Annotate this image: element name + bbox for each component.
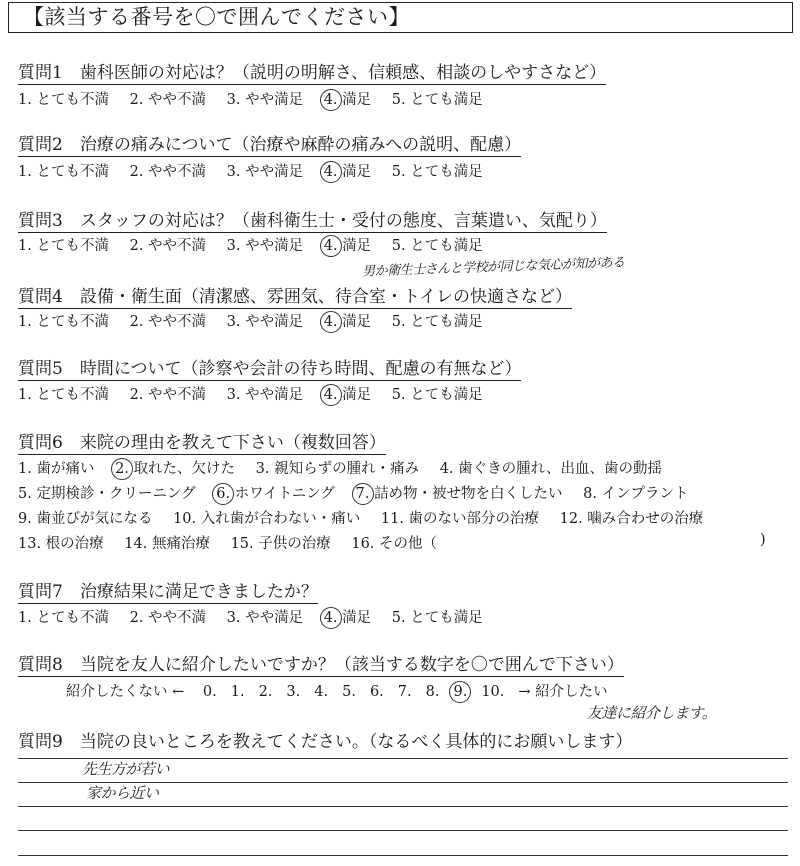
option-4-circled[interactable]: 4.	[323, 314, 338, 330]
question-6-row-2	[18, 482, 689, 503]
option-4-label: 満足	[342, 387, 372, 403]
option-1[interactable]: 1. とても不満	[18, 387, 109, 403]
question-4-options	[18, 310, 483, 331]
question-5	[18, 354, 521, 381]
option-3[interactable]: 3. やや満足	[226, 610, 304, 626]
option-3[interactable]: 3. やや満足	[226, 314, 304, 330]
option-2[interactable]: 2. やや不満	[129, 387, 207, 403]
reason-2-label: 取れた、欠けた	[133, 461, 236, 477]
question-7-label: 質問7 治療結果に満足できましたか？	[18, 577, 318, 604]
option-3[interactable]: 3. やや満足	[226, 238, 304, 254]
question-2-label: 質問2 治療の痛みについて（治療や麻酔の痛みへの説明、配慮）	[18, 130, 521, 157]
option-5[interactable]: 5. とても満足	[391, 387, 483, 403]
option-5[interactable]: 5. とても満足	[391, 92, 483, 108]
reason-11[interactable]: 11. 歯のない部分の治療	[380, 511, 540, 527]
reason-12[interactable]: 12. 噛み合わせの治療	[559, 511, 704, 527]
reason-16-other[interactable]: 16. その他（	[351, 536, 438, 552]
question-4-label: 質問4 設備・衛生面（清潔感、雰囲気、待合室・トイレの快適さなど）	[18, 282, 572, 309]
reason-14[interactable]: 14. 無痛治療	[124, 536, 210, 552]
answer-line	[18, 806, 788, 807]
option-2[interactable]: 2. やや不満	[129, 164, 207, 180]
question-9	[18, 727, 632, 752]
question-9-answer-1: 先生方が若い	[82, 760, 170, 778]
scale-option-1[interactable]: 1.	[230, 684, 245, 700]
question-9-answer-2: 家から近い	[86, 784, 159, 802]
question-4	[18, 282, 572, 309]
question-6-label: 質問6 来院の理由を教えて下さい（複数回答）	[18, 428, 386, 455]
scale-option-2[interactable]: 2.	[258, 684, 273, 700]
scale-option-3[interactable]: 3.	[286, 684, 301, 700]
scale-right-label: → 紹介したい	[518, 684, 608, 700]
option-1[interactable]: 1. とても不満	[18, 164, 109, 180]
scale-left-label: 紹介したくない ←	[66, 684, 185, 700]
option-2[interactable]: 2. やや不満	[129, 314, 207, 330]
question-6-row-3	[18, 507, 703, 528]
scale-option-5[interactable]: 5.	[342, 684, 356, 700]
question-8	[18, 650, 624, 677]
option-1[interactable]: 1. とても不満	[18, 238, 109, 254]
reason-1[interactable]: 1. 歯が痛い	[18, 461, 95, 477]
question-7	[18, 577, 318, 604]
option-4-label: 満足	[342, 164, 372, 180]
answer-line	[18, 830, 788, 831]
question-6	[18, 428, 386, 455]
option-4-label: 満足	[342, 314, 372, 330]
option-4-label: 満足	[342, 610, 372, 626]
option-4-circled[interactable]: 4.	[323, 610, 338, 626]
option-5[interactable]: 5. とても満足	[391, 610, 483, 626]
question-6-row-4	[18, 532, 778, 553]
reason-10[interactable]: 10. 入れ歯が合わない・痛い	[173, 511, 361, 527]
option-4-circled[interactable]: 4.	[323, 92, 338, 108]
option-5[interactable]: 5. とても満足	[391, 314, 483, 330]
scale-option-10[interactable]: 10.	[481, 684, 505, 700]
option-2[interactable]: 2. やや不満	[129, 92, 207, 108]
question-3	[18, 206, 607, 233]
reason-6-circled[interactable]: 6.	[216, 486, 231, 502]
question-8-scale	[66, 680, 608, 701]
option-2[interactable]: 2. やや不満	[129, 238, 207, 254]
option-4-circled[interactable]: 4.	[323, 164, 338, 180]
reason-6-label: ホワイトニング	[234, 486, 335, 502]
option-5[interactable]: 5. とても満足	[391, 164, 483, 180]
scale-option-7[interactable]: 7.	[397, 684, 412, 700]
option-1[interactable]: 1. とても不満	[18, 92, 109, 108]
option-3[interactable]: 3. やや満足	[226, 164, 304, 180]
scale-option-6[interactable]: 6.	[369, 684, 384, 700]
reason-9[interactable]: 9. 歯並びが気になる	[18, 511, 153, 527]
question-1-options	[18, 88, 483, 109]
reason-13[interactable]: 13. 根の治療	[18, 536, 104, 552]
question-9-label: 質問9 当院の良いところを教えてください。（なるべく具体的にお願いします）	[18, 732, 633, 752]
option-4-label: 満足	[342, 92, 372, 108]
question-1	[18, 58, 606, 85]
option-4-circled[interactable]: 4.	[323, 387, 338, 403]
option-4-label: 満足	[342, 238, 372, 254]
question-2	[18, 130, 521, 157]
reason-8[interactable]: 8. インプラント	[583, 486, 689, 502]
question-3-label: 質問3 スタッフの対応は？（歯科衛生士・受付の態度、言葉遣い、気配り）	[18, 206, 607, 233]
question-3-handwritten-comment: 男か衛生士さんと学校が同じな気心が知がある	[361, 255, 625, 280]
option-3[interactable]: 3. やや満足	[226, 387, 304, 403]
reason-16-close-paren: )	[760, 532, 766, 548]
reason-2-circled[interactable]: 2.	[115, 461, 129, 477]
scale-option-0[interactable]: 0.	[202, 684, 217, 700]
question-6-row-1	[18, 457, 662, 478]
reason-7-label: 詰め物・被せ物を白くしたい	[373, 486, 563, 502]
question-5-label: 質問5 時間について（診察や会計の待ち時間、配慮の有無など）	[18, 354, 521, 381]
scale-option-4[interactable]: 4.	[314, 684, 329, 700]
option-5[interactable]: 5. とても満足	[391, 238, 483, 254]
question-8-label: 質問8 当院を友人に紹介したいですか？（該当する数字を〇で囲んで下さい）	[18, 650, 624, 677]
instructions-header: 【該当する番号を〇で囲んでください】	[8, 2, 793, 33]
reason-3[interactable]: 3. 親知らずの腫れ・痛み	[255, 461, 420, 477]
question-8-handwritten-comment: 友達に紹介します。	[587, 704, 717, 722]
option-3[interactable]: 3. やや満足	[226, 92, 304, 108]
reason-7-circled[interactable]: 7.	[355, 486, 370, 502]
question-3-options	[18, 234, 483, 255]
answer-line	[18, 855, 788, 856]
reason-4[interactable]: 4. 歯ぐきの腫れ、出血、歯の動揺	[439, 461, 662, 477]
question-2-options	[18, 160, 483, 181]
option-1[interactable]: 1. とても不満	[18, 610, 109, 626]
question-1-label: 質問1 歯科医師の対応は？（説明の明解さ、信頼感、相談のしやすさなど）	[18, 58, 606, 85]
scale-option-8[interactable]: 8.	[425, 684, 440, 700]
question-5-options	[18, 383, 483, 404]
question-7-options	[18, 606, 483, 627]
scale-option-9-circled[interactable]: 9.	[453, 684, 468, 700]
reason-15[interactable]: 15. 子供の治療	[230, 536, 331, 552]
option-2[interactable]: 2. やや不満	[129, 610, 207, 626]
option-1[interactable]: 1. とても不満	[18, 314, 109, 330]
reason-5[interactable]: 5. 定期検診・クリーニング	[18, 486, 196, 502]
option-4-circled[interactable]: 4.	[323, 238, 338, 254]
